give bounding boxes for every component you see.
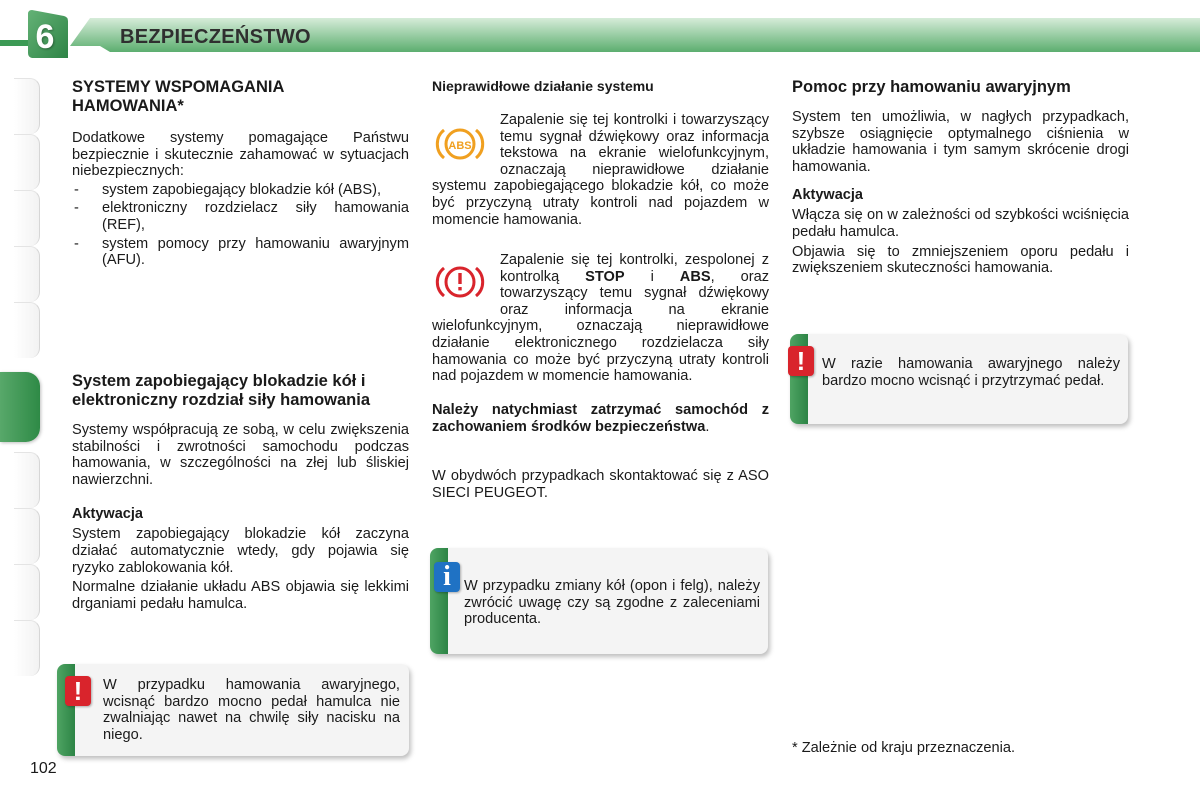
chapter-tab[interactable]: [14, 134, 40, 190]
info-icon: i: [434, 562, 460, 592]
warning-note-text: W przypadku hamowania awaryjnego, wcisnąć bardzo mocno pedał hamulca nie zwalniając nawet na chwilę siły nacisku na niego.: [103, 677, 400, 743]
section-title: Nieprawidłowe działanie systemu: [432, 78, 654, 94]
section-intro: Dodatkowe systemy pomagające Państwu bezpiecznie i skutecznie zahamować w sytuacjach niebezpiecznych:: [72, 130, 409, 180]
conjunction: i: [624, 268, 680, 285]
page-number: 102: [30, 760, 57, 777]
activation-text: System zapobiegający blokadzie kół zaczyna działać automatycznie wtedy, gdy pojawia się ryzyko zablokowania kół.: [72, 526, 409, 576]
stop-instruction-end: .: [705, 418, 710, 435]
section-intro: System ten umożliwia, w nagłych przypadkach, szybsze osiągnięcie optymalnego ciśnienia w układzie hamowania i tym samym skrócenie drogi hamowania.: [792, 109, 1129, 175]
chapter-tab[interactable]: [14, 302, 40, 358]
chapter-tab[interactable]: [14, 246, 40, 302]
chapter-tab[interactable]: [14, 564, 40, 620]
warning-note-text: W razie hamowania awaryjnego należy bardzo mocno wcisnąć i przytrzymać pedał.: [822, 356, 1120, 389]
abs-failure-description: Zapalenie się tej kontrolki i towarzyszący temu sygnał dźwiękowy oraz informacja tekstowa na ekranie wielofunkcyjnym, oznaczają nieprawidłowe działanie systemu zapobiegającego blokadzie kół, co może być przyczyną utraty kontroli nad pojazdem w momencie hamowania.: [432, 112, 769, 228]
left-column-lower: [72, 372, 409, 612]
chapter-tab[interactable]: [14, 190, 40, 246]
lamp-spacer: [432, 112, 500, 164]
chapter-tab-active[interactable]: [0, 372, 40, 442]
list-item: - system pomocy przy hamowaniu awaryjnym (AFU).: [72, 236, 409, 269]
abs-failure-text: [432, 112, 769, 228]
abs-lamp-label: ABS: [448, 140, 472, 152]
chapter-tab[interactable]: [14, 620, 40, 676]
contact-text: W obydwóch przypadkach skontaktować się z ASO SIECI PEUGEOT.: [432, 468, 769, 501]
activation-heading: Aktywacja: [72, 506, 143, 523]
footnote: * Zależnie od kraju przeznaczenia.: [792, 740, 1016, 756]
activation-text: Włącza się on w zależności od szybkości wciśnięcia pedału hamulca.: [792, 207, 1129, 240]
warning-icon: !: [788, 346, 814, 376]
stop-label: STOP: [585, 268, 625, 285]
middle-column: [432, 78, 769, 95]
info-note-text: W przypadku zmiany kół (opon i felg), należy zwrócić uwagę czy są zgodne z zaleceniami producenta.: [464, 578, 760, 628]
stop-instruction-text: Należy natychmiast zatrzymać samochód z zachowaniem środków bezpieczeństwa: [432, 402, 769, 435]
chapter-tab[interactable]: [14, 452, 40, 508]
activation-text: Objawia się to zmniejszeniem oporu pedału i zwiększeniem skuteczności hamowania.: [792, 243, 1129, 277]
activation-text: Normalne działanie układu ABS objawia się lekkimi drganiami pedału hamulca.: [72, 579, 409, 612]
stop-instruction: [432, 402, 769, 435]
chapter-title: BEZPIECZEŃSTWO: [120, 26, 311, 48]
section-title: System zapobiegający blokadzie kół i elektroniczny rozdział siły hamowania: [72, 372, 371, 409]
list-item: - elektroniczny rozdzielacz siły hamowania (REF),: [72, 200, 409, 233]
activation-heading: Aktywacja: [792, 187, 863, 204]
right-column: [792, 78, 1129, 277]
ref-failure-description-b: , oraz towarzyszący temu sygnał dźwiękowy oraz informacja na ekranie wielofunkcyjnym, oznaczają nieprawidłowe działanie elektronicznego rozdzielacza siły hamowania co może być przyczyną utraty kontroli nad pojazdem w momencie hamowania.: [432, 268, 769, 385]
chapter-tabs: [0, 78, 40, 718]
section-text: Systemy współpracują ze sobą, w celu zwiększenia stabilności i zwrotności samochodu podczas hamowania, w szczególności na złej lub śliskiej nawierzchni.: [72, 422, 409, 488]
left-column: [72, 78, 409, 271]
ref-failure-description-a: Zapalenie się tej kontrolki, zespolonej z kontrolką: [500, 252, 769, 285]
chapter-number: 6: [35, 18, 55, 56]
ref-failure-text: [432, 252, 769, 385]
lamp-spacer: [432, 252, 500, 304]
chapter-tab[interactable]: [14, 508, 40, 564]
section-title: Pomoc przy hamowaniu awaryjnym: [792, 78, 1071, 96]
warning-note-box: [790, 334, 1128, 424]
chapter-tab[interactable]: [14, 78, 40, 134]
warning-note-box: [57, 664, 409, 756]
warning-icon: !: [65, 676, 91, 706]
info-note-box: [430, 548, 768, 654]
feature-list: [72, 182, 409, 269]
list-item: - system zapobiegający blokadzie kół (ABS),: [72, 182, 409, 199]
section-title: SYSTEMY WSPOMAGANIA HAMOWANIA*: [72, 78, 284, 115]
abs-label: ABS: [679, 268, 711, 285]
